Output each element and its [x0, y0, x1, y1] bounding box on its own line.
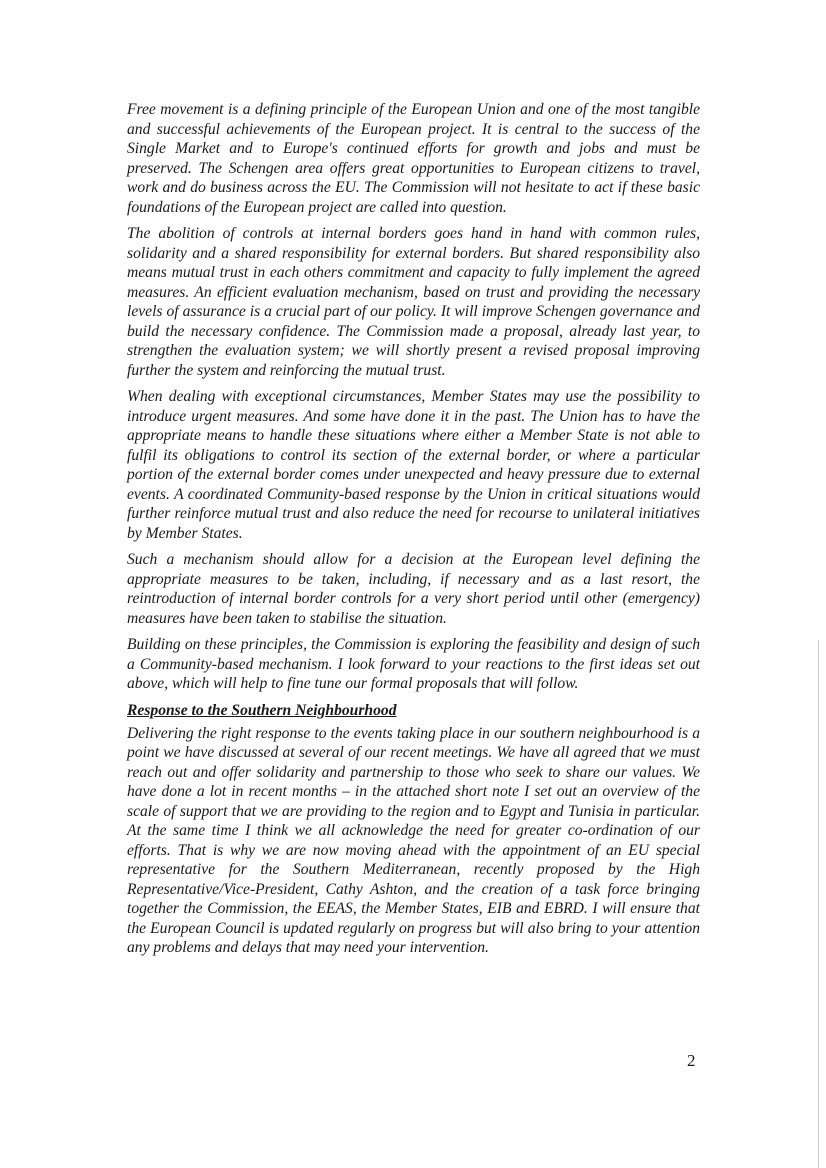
page-number: 2: [687, 1051, 696, 1070]
paragraph-mechanism: Such a mechanism should allow for a decision at the European level defining the appropriate measures to be taken, including, if necessary and as a last resort, the reintroduction of internal border controls for a very short period until other (emergency) measures have been taken to stabilise the situation.: [127, 551, 700, 627]
paragraph-building-on-principles: Building on these principles, the Commission is exploring the feasibility and design of such a Community-based mechanism. I look forward to your reactions to the first ideas set out above, which will help to fine tune our formal proposals that will follow.: [127, 636, 700, 692]
section-heading: Response to the Southern Neighbourhood: [127, 701, 397, 719]
paragraph-exceptional-circumstances: When dealing with exceptional circumstances, Member States may use the possibility to introduce urgent measures. And some have done it in the past. The Union has to have the appropriate means to handle these situations where either a Member State is not able to fulfil its obligations to control its section of the external border, or where a particular portion of the external border comes under unexpected and heavy pressure due to external events. A coordinated Community-based response by the Union in critical situations would further reinforce mutual trust and also reduce the need for recourse to unilateral initiatives by Member States.: [127, 388, 700, 542]
paragraph-free-movement: Free movement is a defining principle of the European Union and one of the most tangible and successful achievements of the European project. It is central to the success of the Single Market and to Europe's continued efforts for growth and jobs and must be preserved. The Schengen area offers great opportunities to European citizens to travel, work and do business across the EU. The Commission will not hesitate to act if these basic foundations of the European project are called into question.: [127, 101, 700, 216]
document-body: [127, 100, 700, 965]
scan-edge-line: [818, 640, 819, 1168]
paragraph-southern-neighbourhood: Delivering the right response to the events taking place in our southern neighbourhood is a point we have discussed at several of our recent meetings. We have all agreed that we must reach out and offer solidarity and partnership to those who seek to share our values. We have done a lot in recent months – in the attached short note I set out an overview of the scale of support that we are providing to the region and to Egypt and Tunisia in particular. At the same time I think we all acknowledge the need for greater co-ordination of our efforts. That is why we are now moving ahead with the appointment of an EU special representative for the Southern Mediterranean, recently proposed by the High Representative/Vice-President, Cathy Ashton, and the creation of a task force bringing together the Commission, the EEAS, the Member States, EIB and EBRD. I will ensure that the European Council is updated regularly on progress but will also bring to your attention any problems and delays that may need your intervention.: [127, 724, 700, 956]
paragraph-abolition-of-controls: The abolition of controls at internal borders goes hand in hand with common rules, solidarity and a shared responsibility for external borders. But shared responsibility also means mutual trust in each others commitment and capacity to fully implement the agreed measures. An efficient evaluation mechanism, based on trust and providing the necessary levels of assurance is a crucial part of our policy. It will improve Schengen governance and build the necessary confidence. The Commission made a proposal, already last year, to strengthen the evaluation system; we will shortly present a revised proposal improving further the system and reinforcing the mutual trust.: [127, 225, 700, 379]
